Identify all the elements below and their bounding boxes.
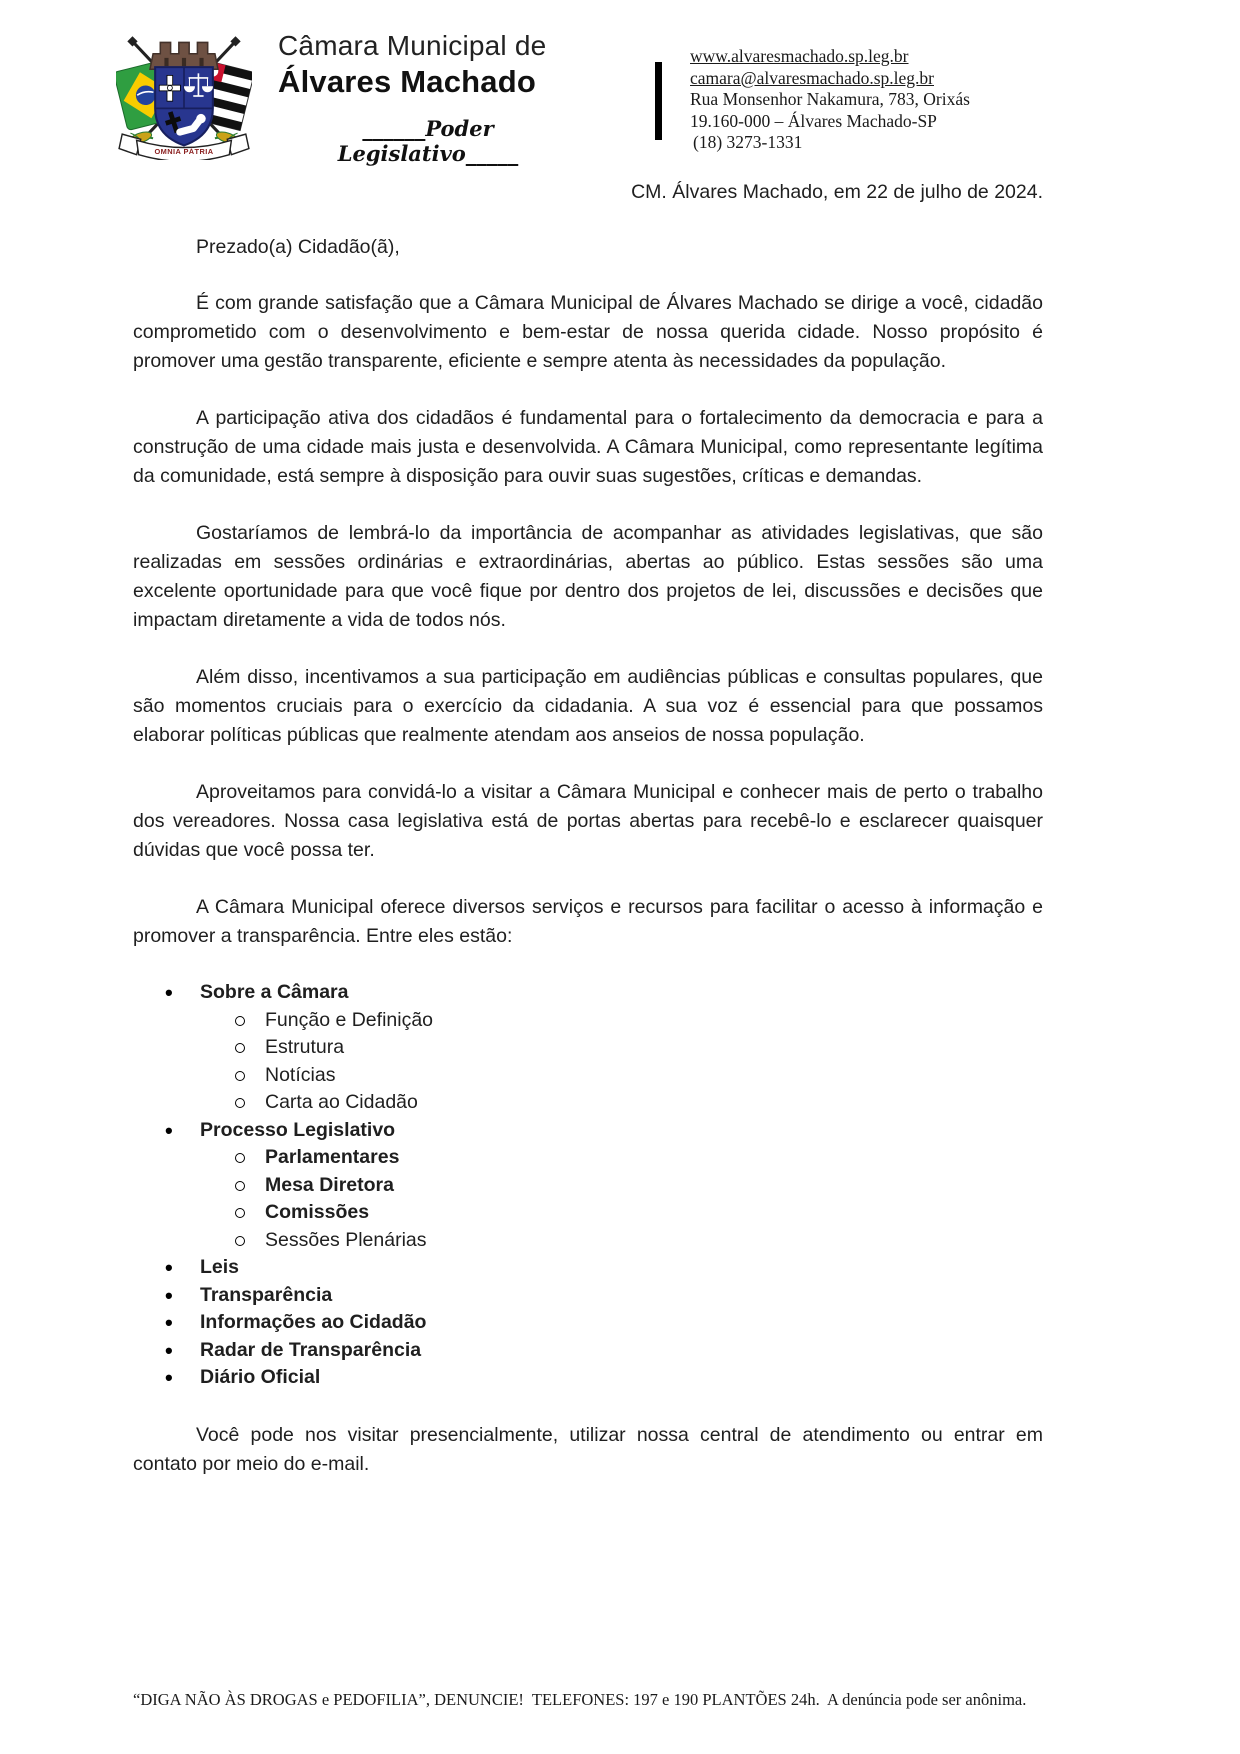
list-item: • Informações ao Cidadão (133, 1309, 1043, 1337)
dateline: CM. Álvares Machado, em 22 de julho de 2024. (631, 181, 1043, 203)
list-sub-item: Parlamentares (133, 1144, 1043, 1172)
contact-block (690, 46, 1110, 154)
letterhead (0, 0, 1240, 170)
phone-number: (18) 3273-1331 (693, 132, 803, 152)
services-list (133, 979, 1043, 1392)
website-link[interactable]: www.alvaresmachado.sp.leg.br (690, 46, 909, 66)
list-item: • Radar de Transparência (133, 1337, 1043, 1365)
coat-of-arms-logo (116, 32, 252, 160)
email-link[interactable]: camara@alvaresmachado.sp.leg.br (690, 67, 934, 88)
list-sub-item: Sessões Plenárias (133, 1227, 1043, 1255)
org-tagline: ______Poder Legislativo_____ (337, 116, 519, 166)
mural-crown (150, 42, 218, 69)
letter-body (133, 178, 1043, 1479)
list-sub-item: Comissões (133, 1199, 1043, 1227)
salutation: Prezado(a) Cidadão(ã), (196, 236, 400, 258)
list-item: • Leis (133, 1254, 1043, 1282)
paragraph-1: É com grande satisfação que a Câmara Municipal de Álvares Machado se dirige a você, cidadão comprometido com o desenvolvimento e bem-estar de nossa querida cidade. Nosso propósito é promover uma gestão transparente, eficiente e sempre atenta às necessidades da população. (133, 292, 1043, 372)
list-item: • Diário Oficial (133, 1364, 1043, 1392)
list-sub-item: Notícias (133, 1062, 1043, 1090)
shield (155, 67, 213, 145)
list-sub-item: Carta ao Cidadão (133, 1089, 1043, 1117)
list-item: • Processo Legislativo (133, 1117, 1043, 1145)
address-line2: 19.160-000 – Álvares Machado-SP (690, 110, 937, 131)
org-title-block (278, 30, 638, 166)
paragraph-2: A participação ativa dos cidadãos é fundamental para o fortalecimento da democracia e para a construção de uma cidade mais justa e desenvolvida. A Câmara Municipal, como representante legítima da comunidade, está sempre à disposição para ouvir suas sugestões, críticas e demandas. (133, 407, 1043, 487)
list-item: • Transparência (133, 1282, 1043, 1310)
paragraph-6: A Câmara Municipal oferece diversos serviços e recursos para facilitar o acesso à informação e promover a transparência. Entre eles estão: (133, 896, 1043, 947)
header-divider-bar (655, 62, 662, 140)
list-sub-item: Função e Definição (133, 1007, 1043, 1035)
address-line1: Rua Monsenhor Nakamura, 783, Orixás (690, 89, 970, 109)
paragraph-5: Aproveitamos para convidá-lo a visitar a Câmara Municipal e conhecer mais de perto o trabalho dos vereadores. Nossa casa legislativa está de portas abertas para recebê-lo e esclarecer quaisquer dúvidas que você possa ter. (133, 781, 1043, 861)
org-name-prefix: Câmara Municipal de (278, 30, 547, 61)
list-sub-item: Mesa Diretora (133, 1172, 1043, 1200)
list-sub-item: Estrutura (133, 1034, 1043, 1062)
org-name: Álvares Machado (278, 64, 536, 99)
closing-paragraph: Você pode nos visitar presencialmente, utilizar nossa central de atendimento ou entrar em contato por meio do e-mail. (133, 1423, 1043, 1475)
page-footer: “DIGA NÃO ÀS DROGAS e PEDOFILIA”, DENUNCIE! TELEFONES: 197 e 190 PLANTÕES 24h. A denúncia pode ser anônima. (133, 1690, 1027, 1709)
motto-text: OMNIA PÁTRIA (154, 147, 214, 157)
list-item: • Sobre a Câmara (133, 979, 1043, 1007)
paragraph-4: Além disso, incentivamos a sua participação em audiências públicas e consultas populares, que são momentos cruciais para o exercício da cidadania. A sua voz é essencial para que possamos elaborar políticas públicas que realmente atendam aos anseios de nossa população. (133, 666, 1043, 746)
paragraph-3: Gostaríamos de lembrá-lo da importância de acompanhar as atividades legislativas, que são realizadas em sessões ordinárias e extraordinárias, abertas ao público. Estas sessões são uma excelente oportunidade para que você fique por dentro dos projetos de lei, discussões e decisões que impactam diretamente a vida de todos nós. (133, 522, 1043, 631)
